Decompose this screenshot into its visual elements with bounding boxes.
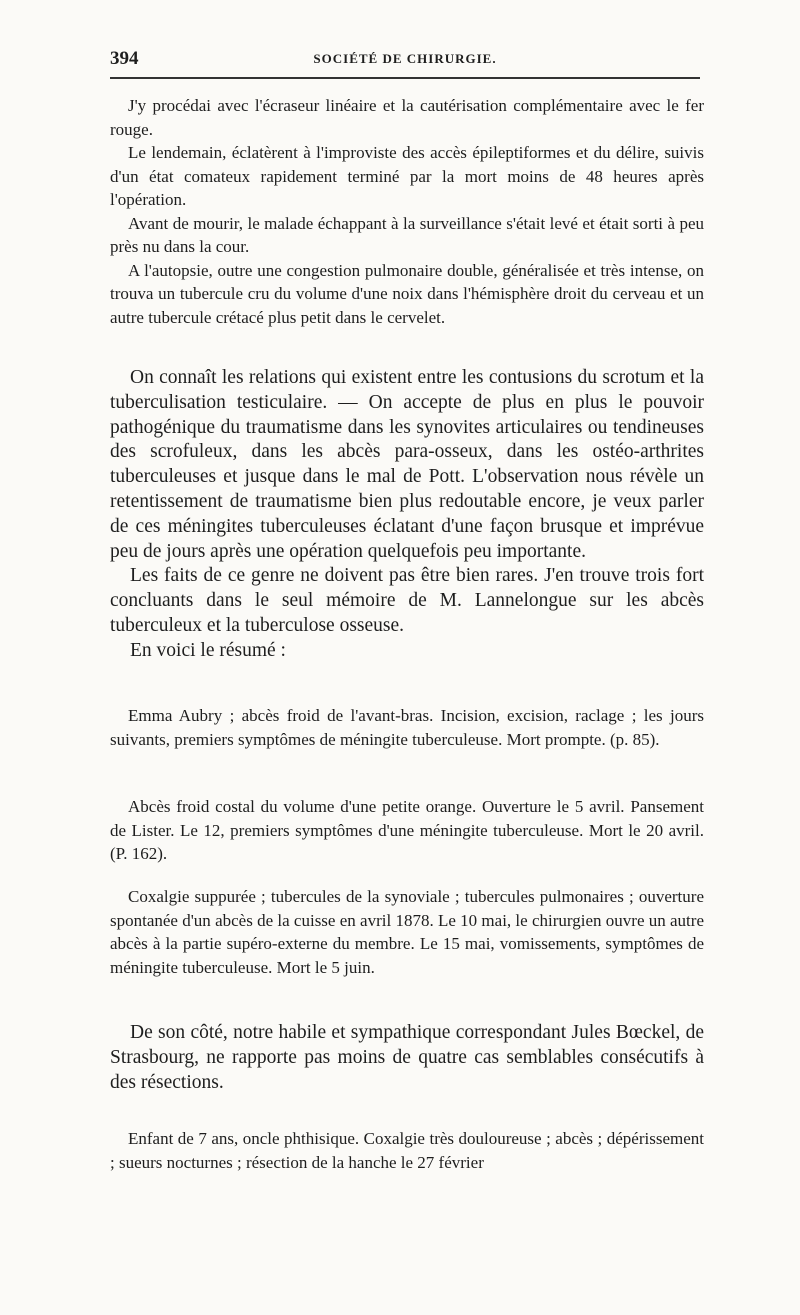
paragraph: De son côté, notre habile et sympathique correspondant Jules Bœckel, de Strasbourg, ne rapporte pas moins de quatre cas semblables consécutifs à des résections. [110, 1022, 704, 1093]
case-text: Enfant de 7 ans, oncle phthisique. Coxalgie très douloureuse ; abcès ; dépérissement ; sueurs nocturnes ; résection de la hanche le 27 février [110, 1129, 704, 1172]
paragraph: A l'autopsie, outre une congestion pulmonaire double, généralisée et très intense, on trouva un tubercule cru du volume d'une noix dans l'hémisphère droit du cerveau et un autre tubercule crétacé plus petit dans le cervelet. [110, 260, 704, 327]
paragraph: Avant de mourir, le malade échappant à la surveillance s'était levé et était sorti à peu près nu dans la cour. [110, 213, 704, 256]
running-head: SOCIÉTÉ DE CHIRURGIE. [313, 51, 497, 66]
paragraph: Le lendemain, éclatèrent à l'improviste des accès épileptiformes et du délire, suivis d'un état comateux rapidement terminé par la mort moins de 48 heures après l'opération. [110, 143, 704, 209]
boeckel-paragraph [110, 1021, 704, 1095]
paragraph: J'y procédai avec l'écraseur linéaire et la cautérisation complémentaire avec le fer rouge. [110, 96, 704, 139]
header-rule [110, 77, 700, 79]
page-number: 394 [110, 48, 139, 69]
paragraph: Les faits de ce genre ne doivent pas être bien rares. J'en trouve trois fort concluants dans le seul mémoire de M. Lannelongue sur les abcès tuberculeux et la tuberculose osseuse. [110, 565, 704, 636]
case-text: Emma Aubry ; abcès froid de l'avant-bras. Incision, excision, raclage ; les jours suivants, premiers symptômes de méningite tuberculeuse. Mort prompte. (p. 85). [110, 706, 704, 749]
page-header [110, 48, 700, 72]
case-text: Coxalgie suppurée ; tubercules de la synoviale ; tubercules pulmonaires ; ouverture spontanée d'un abcès de la cuisse en avril 1878. Le 10 mai, le chirurgien ouvre un autre abcès à la partie supéro-externe du membre. Le 15 mai, vomissements, symptômes de méningite tuberculeuse. Mort le 5 juin. [110, 887, 704, 977]
paragraph: On connaît les relations qui existent entre les contusions du scrotum et la tuberculisation testiculaire. — On accepte de plus en plus le pouvoir pathogénique du traumatisme dans les synovites articulaires ou tendineuses des scrofuleux, dans les abcès para-osseux, dans les ostéo-arthrites tuberculeuses et jusque dans le mal de Pott. L'observation nous révèle un retentissement de traumatisme bien plus redoutable encore, je veux parler de ces méningites tuberculeuses éclatant d'une façon brusque et imprévue peu de jours après une opération quelquefois peu importante. [110, 367, 704, 562]
case-summary-3 [110, 885, 704, 979]
paragraph: En voici le résumé : [130, 639, 286, 661]
autopsy-section [110, 94, 704, 329]
case-summary-1 [110, 704, 704, 751]
discussion-section [110, 366, 704, 664]
case-summary-2 [110, 795, 704, 866]
case-summary-4 [110, 1127, 704, 1174]
case-text: Abcès froid costal du volume d'une petite orange. Ouverture le 5 avril. Pansement de Lister. Le 12, premiers symptômes d'une méningite tuberculeuse. Mort le 20 avril. (P. 162). [110, 797, 704, 863]
